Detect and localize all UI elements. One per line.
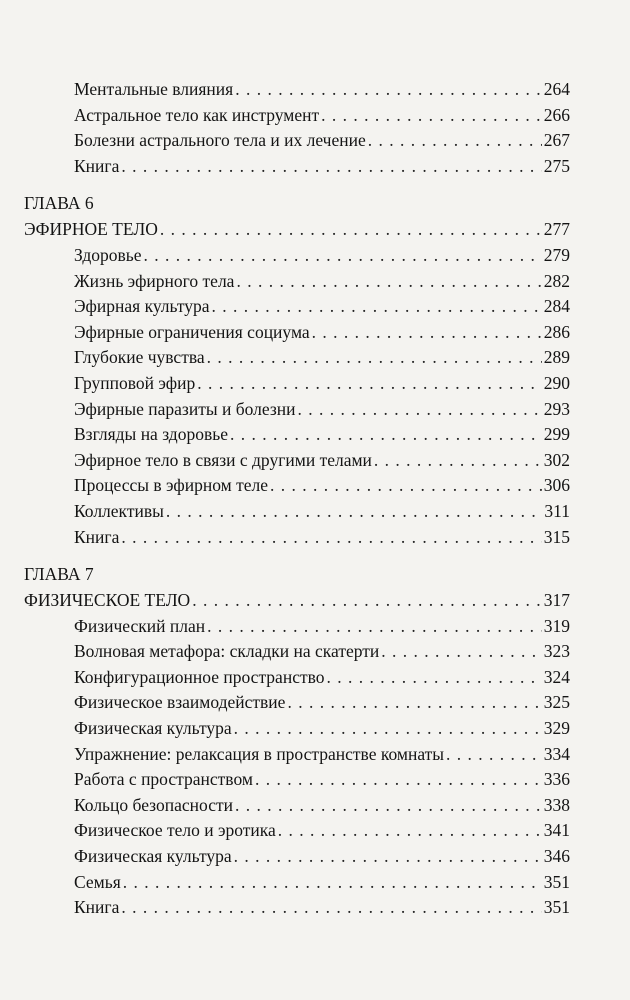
entry-page: 299 bbox=[543, 424, 570, 445]
entry-page: 338 bbox=[543, 794, 570, 815]
entry-title: Эфирное тело в связи с другими телами bbox=[74, 449, 372, 470]
entry-page: 325 bbox=[543, 692, 570, 713]
toc-entry bbox=[24, 716, 570, 742]
entry-title: Книга bbox=[74, 526, 120, 547]
entry-page: 341 bbox=[543, 820, 570, 841]
toc-entry bbox=[24, 371, 570, 397]
entry-title: Физическое взаимодействие bbox=[74, 692, 286, 713]
entry-page: 311 bbox=[544, 500, 570, 521]
toc-entry bbox=[24, 422, 570, 448]
entry-page: 329 bbox=[543, 718, 570, 739]
entry-page: 323 bbox=[543, 641, 570, 662]
entry-title: Ментальные влияния bbox=[74, 79, 234, 99]
entry-title: Работа с пространством bbox=[74, 769, 253, 790]
entry-page: 336 bbox=[543, 769, 570, 790]
dot-leader bbox=[235, 77, 542, 103]
entry-title: Конфигурационное пространство bbox=[74, 666, 325, 687]
dot-leader bbox=[234, 844, 542, 870]
dot-leader bbox=[166, 499, 543, 525]
entry-title: Глубокие чувства bbox=[74, 347, 205, 368]
entry-title: Эфирные паразиты и болезни bbox=[74, 398, 296, 419]
entry-title: Эфирные ограничения социума bbox=[74, 321, 310, 342]
entry-page: 317 bbox=[543, 590, 570, 611]
chapter-title-entry bbox=[24, 588, 570, 614]
toc-entry bbox=[24, 397, 570, 423]
entry-title: Астральное тело как инструмент bbox=[74, 104, 320, 125]
dot-leader bbox=[287, 690, 541, 716]
entry-title: Эфирная культура bbox=[74, 296, 210, 317]
entry-page: 277 bbox=[543, 219, 570, 240]
dot-leader bbox=[123, 870, 542, 896]
dot-leader bbox=[121, 895, 541, 921]
dot-leader bbox=[255, 767, 542, 793]
toc-entry bbox=[24, 103, 570, 129]
dot-leader bbox=[236, 269, 541, 295]
dot-leader bbox=[381, 639, 541, 665]
entry-title: Физическая культура bbox=[74, 718, 232, 739]
entry-page: 282 bbox=[543, 270, 570, 291]
entry-page: 334 bbox=[543, 743, 570, 764]
dot-leader bbox=[312, 320, 542, 346]
dot-leader bbox=[207, 345, 542, 371]
toc-entry bbox=[24, 690, 570, 716]
entry-title: Групповой эфир bbox=[74, 372, 196, 393]
entry-title: Взгляды на здоровье bbox=[74, 424, 228, 445]
toc-entry bbox=[24, 269, 570, 295]
entry-page: 290 bbox=[543, 372, 570, 393]
toc-entry bbox=[24, 345, 570, 371]
dot-leader bbox=[446, 742, 542, 768]
entry-page: 306 bbox=[543, 475, 570, 496]
chapter-title-entry bbox=[24, 217, 570, 243]
entry-title: Коллективы bbox=[74, 500, 164, 521]
toc-entry bbox=[24, 793, 570, 819]
dot-leader bbox=[374, 448, 542, 474]
entry-page: 346 bbox=[543, 846, 570, 867]
entry-title: Кольцо безопасности bbox=[74, 794, 233, 815]
toc-entry bbox=[24, 525, 570, 551]
entry-title: Жизнь эфирного тела bbox=[74, 270, 235, 291]
entry-title: Физический план bbox=[74, 615, 206, 636]
entry-page: 319 bbox=[543, 615, 570, 636]
dot-leader bbox=[121, 154, 541, 180]
entry-title: Волновая метафора: складки на скатерти bbox=[74, 641, 380, 662]
entry-title: ФИЗИЧЕСКОЕ ТЕЛО bbox=[24, 590, 191, 611]
toc-entry bbox=[24, 742, 570, 768]
toc-entry bbox=[24, 294, 570, 320]
entry-page: 279 bbox=[543, 244, 570, 265]
dot-leader bbox=[298, 397, 542, 423]
entry-page: 286 bbox=[543, 321, 570, 342]
entry-page: 315 bbox=[543, 526, 570, 547]
dot-leader bbox=[235, 793, 542, 819]
dot-leader bbox=[234, 716, 542, 742]
toc-entry bbox=[24, 473, 570, 499]
toc-entry bbox=[24, 818, 570, 844]
entry-page: 293 bbox=[543, 398, 570, 419]
entry-title: Упражнение: релаксация в пространстве комнаты bbox=[74, 743, 445, 764]
toc-entry bbox=[24, 77, 570, 103]
entry-title: Книга bbox=[74, 897, 120, 918]
toc-entry bbox=[24, 844, 570, 870]
entry-title: Семья bbox=[74, 871, 121, 892]
entry-title: Физическое тело и эротика bbox=[74, 820, 276, 841]
entry-title: Болезни астрального тела и их лечение bbox=[74, 130, 366, 151]
dot-leader bbox=[368, 128, 542, 154]
dot-leader bbox=[230, 422, 542, 448]
toc-entry bbox=[24, 499, 570, 525]
entry-title: Здоровье bbox=[74, 244, 142, 265]
entry-title: Книга bbox=[74, 155, 120, 176]
chapter-heading: ГЛАВА 7 bbox=[24, 564, 94, 585]
dot-leader bbox=[192, 588, 542, 614]
toc-entry bbox=[24, 870, 570, 896]
toc-entry bbox=[24, 665, 570, 691]
dot-leader bbox=[212, 294, 542, 320]
dot-leader bbox=[321, 103, 542, 129]
dot-leader bbox=[278, 818, 542, 844]
entry-title: ЭФИРНОЕ ТЕЛО bbox=[24, 219, 158, 240]
toc-entry bbox=[24, 320, 570, 346]
dot-leader bbox=[121, 525, 541, 551]
entry-page: 302 bbox=[543, 449, 570, 470]
entry-page: 266 bbox=[543, 104, 570, 125]
dot-leader bbox=[327, 665, 542, 691]
entry-page: 275 bbox=[543, 155, 570, 176]
toc-entry bbox=[24, 767, 570, 793]
entry-title: Процессы в эфирном теле bbox=[74, 475, 269, 496]
table-of-contents bbox=[24, 77, 570, 921]
entry-page: 264 bbox=[543, 79, 570, 99]
dot-leader bbox=[270, 473, 542, 499]
toc-entry bbox=[24, 154, 570, 180]
entry-title: Физическая культура bbox=[74, 846, 232, 867]
toc-entry bbox=[24, 243, 570, 269]
toc-entry bbox=[24, 614, 570, 640]
entry-page: 289 bbox=[543, 347, 570, 368]
dot-leader bbox=[207, 614, 542, 640]
toc-entry bbox=[24, 128, 570, 154]
entry-page: 351 bbox=[543, 897, 570, 918]
chapter-heading: ГЛАВА 6 bbox=[24, 193, 94, 214]
entry-page: 267 bbox=[543, 130, 570, 151]
dot-leader bbox=[197, 371, 541, 397]
toc-entry bbox=[24, 895, 570, 921]
entry-page: 351 bbox=[543, 871, 570, 892]
toc-entry bbox=[24, 448, 570, 474]
entry-page: 324 bbox=[543, 666, 570, 687]
entry-page: 284 bbox=[543, 296, 570, 317]
toc-entry bbox=[24, 639, 570, 665]
dot-leader bbox=[160, 217, 542, 243]
dot-leader bbox=[144, 243, 542, 269]
